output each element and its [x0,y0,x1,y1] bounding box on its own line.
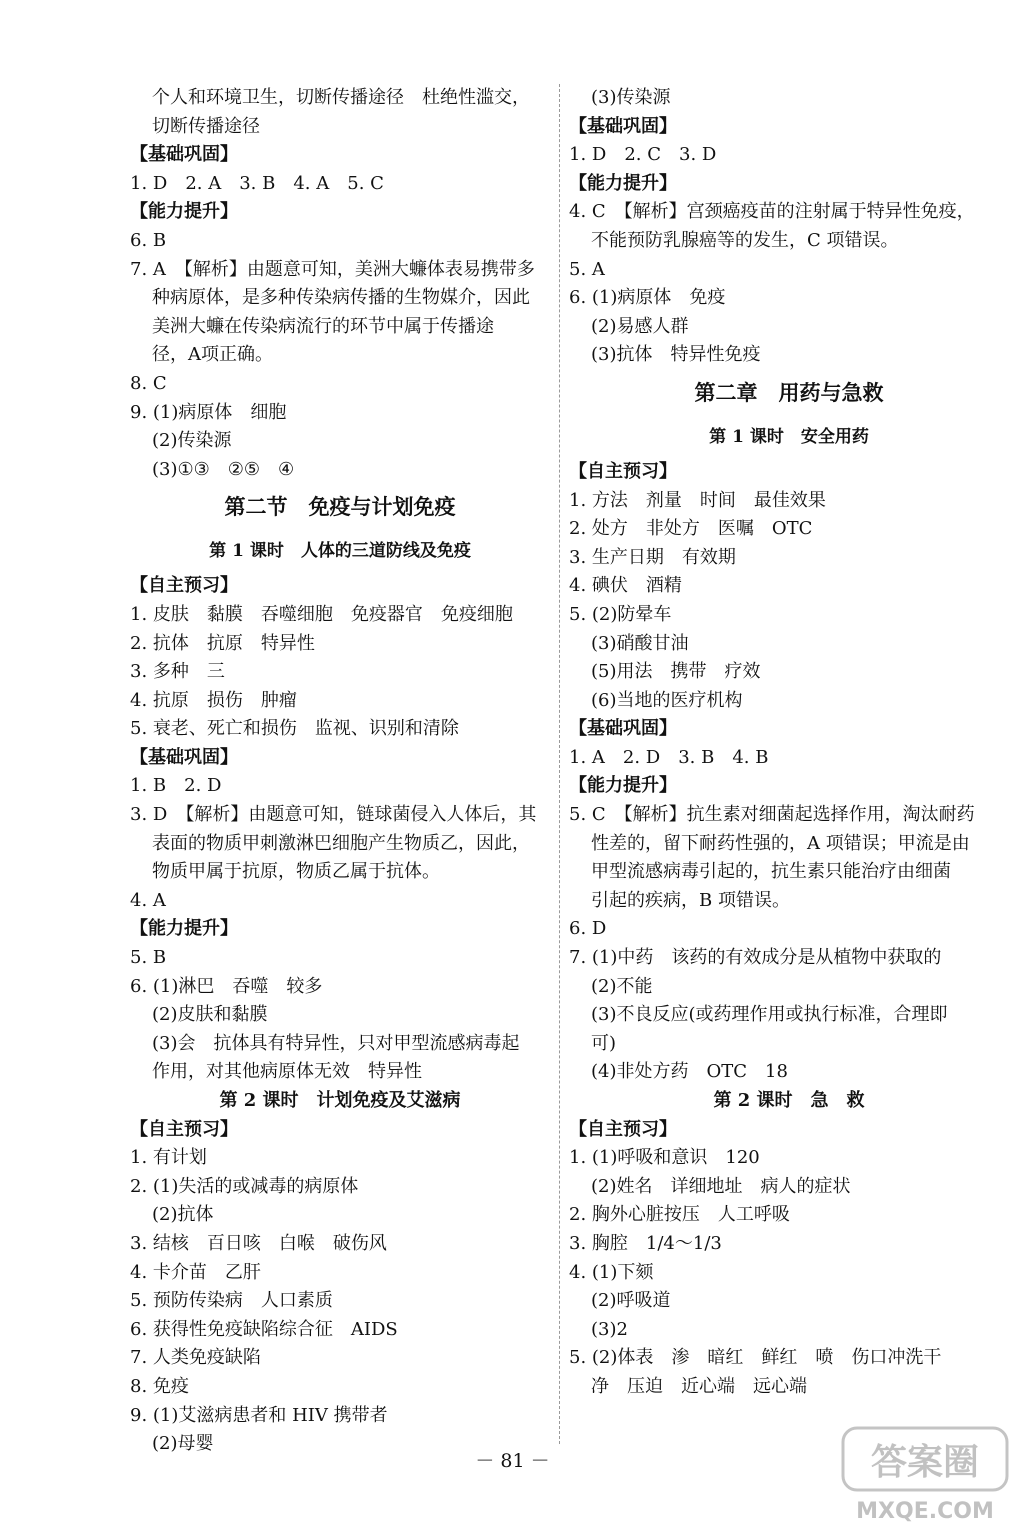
answer-line: 4. 抗原 损伤 肿瘤 [130,689,297,711]
answer-line: 1. B 2. D [130,775,222,797]
chapter-title: 第二节 免疫与计划免疫 [224,494,456,520]
answer-line: 性差的，留下耐药性强的，A 项错误；甲流是由 [591,832,970,854]
answer-line: 5. A [569,258,605,280]
left-column [130,84,550,1459]
answer-line: 6. B [130,229,167,251]
answer-line: 径，A项正确。 [152,344,273,366]
answer-line: 美洲大蠊在传染病流行的环节中属于传播途 [152,315,494,337]
section-heading: 【基础巩固】 [130,144,238,166]
answer-line: 4. A [130,889,166,911]
answer-line: 不能预防乳腺癌等的发生，C 项错误。 [591,229,899,251]
answer-line: (2)不能 [591,975,653,997]
answer-line: 4. 卡介苗 乙肝 [130,1261,261,1283]
answer-line: 2. 抗体 抗原 特异性 [130,632,315,654]
answer-line: 净 压迫 近心端 远心端 [591,1375,807,1397]
answer-line: 4. (1)下颏 [569,1261,654,1283]
column-divider [559,84,560,1444]
answer-line: 6. (1)病原体 免疫 [569,287,726,309]
answer-line: 1. 方法 剂量 时间 最佳效果 [569,489,826,511]
answer-line: 1. (1)呼吸和意识 120 [569,1147,760,1169]
section-heading: 【自主预习】 [130,575,238,597]
section-heading: 【能力提升】 [130,201,238,223]
lesson-title: 第 1 课时 人体的三道防线及免疫 [209,541,471,562]
answer-line: (3)①③ ②⑤ ④ [152,458,295,480]
answer-line: 3. 结核 百日咳 白喉 破伤风 [130,1232,387,1254]
answer-line: 5. (2)体表 渗 暗红 鲜红 喷 伤口冲洗干 [569,1347,942,1369]
section-heading: 【基础巩固】 [569,115,677,137]
answer-line: 6. 获得性免疫缺陷综合征 AIDS [130,1318,398,1340]
answer-line: 1. D 2. A 3. B 4. A 5. C [130,172,384,194]
answer-line: (4)非处方药 OTC 18 [591,1061,788,1083]
answer-line: (3)硝酸甘油 [591,632,689,654]
answer-line: 1. 皮肤 黏膜 吞噬细胞 免疫器官 免疫细胞 [130,603,513,625]
answer-line: 3. 胸腔 1/4～1/3 [569,1232,722,1254]
answer-line: 5. (2)防晕车 [569,603,672,625]
section-heading: 【基础巩固】 [130,746,238,768]
answer-line: 8. 免疫 [130,1375,189,1397]
answer-line: (2)抗体 [152,1204,214,1226]
answer-line: 9. (1)病原体 细胞 [130,401,287,423]
section-heading: 【自主预习】 [569,460,677,482]
answer-line: 5. 衰老、死亡和损伤 监视、识别和清除 [130,718,459,740]
answer-line: 7. (1)中药 该药的有效成分是从植物中获取的 [569,947,942,969]
answer-line: 7. A 【解析】由题意可知，美洲大蠊体表易携带多 [130,258,535,280]
answer-line: 可) [591,1032,617,1054]
answer-line: 切断传播途径 [152,115,260,137]
answer-line: (3)2 [591,1318,628,1340]
answer-line: (2)易感人群 [591,315,689,337]
answer-line: (3)传染源 [591,87,671,108]
page-number: － 81 － [475,1450,550,1472]
answer-line: 引起的疾病，B 项错误。 [591,889,790,911]
lesson-title: 第 1 课时 安全用药 [709,426,869,447]
answer-line: (2)呼吸道 [591,1290,671,1312]
answer-line: (3)会 抗体具有特异性，只对甲型流感病毒起 [152,1032,520,1054]
watermark-url: MXQE.COM [856,1499,994,1524]
answer-line: (3)不良反应(或药理作用或执行标准，合理即 [591,1004,948,1026]
answer-line: 1. A 2. D 3. B 4. B [569,746,769,768]
answer-line: 个人和环境卫生，切断传播途径 杜绝性滥交， [152,87,530,108]
answer-line: 9. (1)艾滋病患者和 HIV 携带者 [130,1404,388,1426]
answer-line: 6. D [569,918,607,940]
watermark-logo-text: 答案圈 [870,1442,980,1483]
watermark-logo [835,1420,1015,1530]
answer-line: (6)当地的医疗机构 [591,689,743,711]
right-column [569,84,1009,1402]
answer-line: 2. 处方 非处方 医嘱 OTC [569,518,813,540]
answer-line: 1. D 2. C 3. D [569,144,717,166]
section-heading: 【基础巩固】 [569,718,677,740]
answer-line: (2)母婴 [152,1433,214,1455]
section-heading: 【能力提升】 [569,172,677,194]
answer-line: (3)抗体 特异性免疫 [591,344,761,366]
answer-line: 4. C 【解析】宫颈癌疫苗的注射属于特异性免疫， [569,201,975,223]
answer-line: (2)传染源 [152,430,232,452]
chapter-title: 第二章 用药与急救 [694,379,884,405]
section-heading: 【能力提升】 [569,775,677,797]
answer-line: 6. (1)淋巴 吞噬 较多 [130,975,323,997]
answer-line: 作用，对其他病原体无效 特异性 [152,1061,422,1083]
answer-line: (2)姓名 详细地址 病人的症状 [591,1175,851,1197]
answer-line: (2)皮肤和黏膜 [152,1004,268,1026]
answer-line: 3. D 【解析】由题意可知，链球菌侵入人体后，其 [130,804,537,826]
answer-line: 5. B [130,947,167,969]
answer-line: 5. 预防传染病 人口素质 [130,1290,333,1312]
lesson-title: 第 2 课时 急 救 [713,1090,865,1111]
answer-line: 1. 有计划 [130,1147,207,1169]
answer-line: 物质甲属于抗原，物质乙属于抗体。 [152,861,440,883]
answer-line: 4. 碘伏 酒精 [569,575,682,597]
answer-line: 表面的物质甲刺激淋巴细胞产生物质乙，因此， [152,832,530,854]
answer-line: 7. 人类免疫缺陷 [130,1347,261,1369]
answer-line: (5)用法 携带 疗效 [591,661,761,683]
answer-line: 2. (1)失活的或减毒的病原体 [130,1175,359,1197]
answer-line: 甲型流感病毒引起的，抗生素只能治疗由细菌 [591,861,951,883]
lesson-title: 第 2 课时 计划免疫及艾滋病 [219,1090,461,1111]
answer-line: 8. C [130,372,167,394]
answer-line: 5. C 【解析】抗生素对细菌起选择作用，淘汰耐药 [569,804,975,826]
answer-line: 3. 多种 三 [130,661,225,683]
section-heading: 【自主预习】 [569,1118,677,1140]
answer-line: 种病原体，是多种传染病传播的生物媒介，因此 [152,287,530,309]
answer-line: 2. 胸外心脏按压 人工呼吸 [569,1204,790,1226]
section-heading: 【自主预习】 [130,1118,238,1140]
section-heading: 【能力提升】 [130,918,238,940]
answer-line: 3. 生产日期 有效期 [569,546,736,568]
